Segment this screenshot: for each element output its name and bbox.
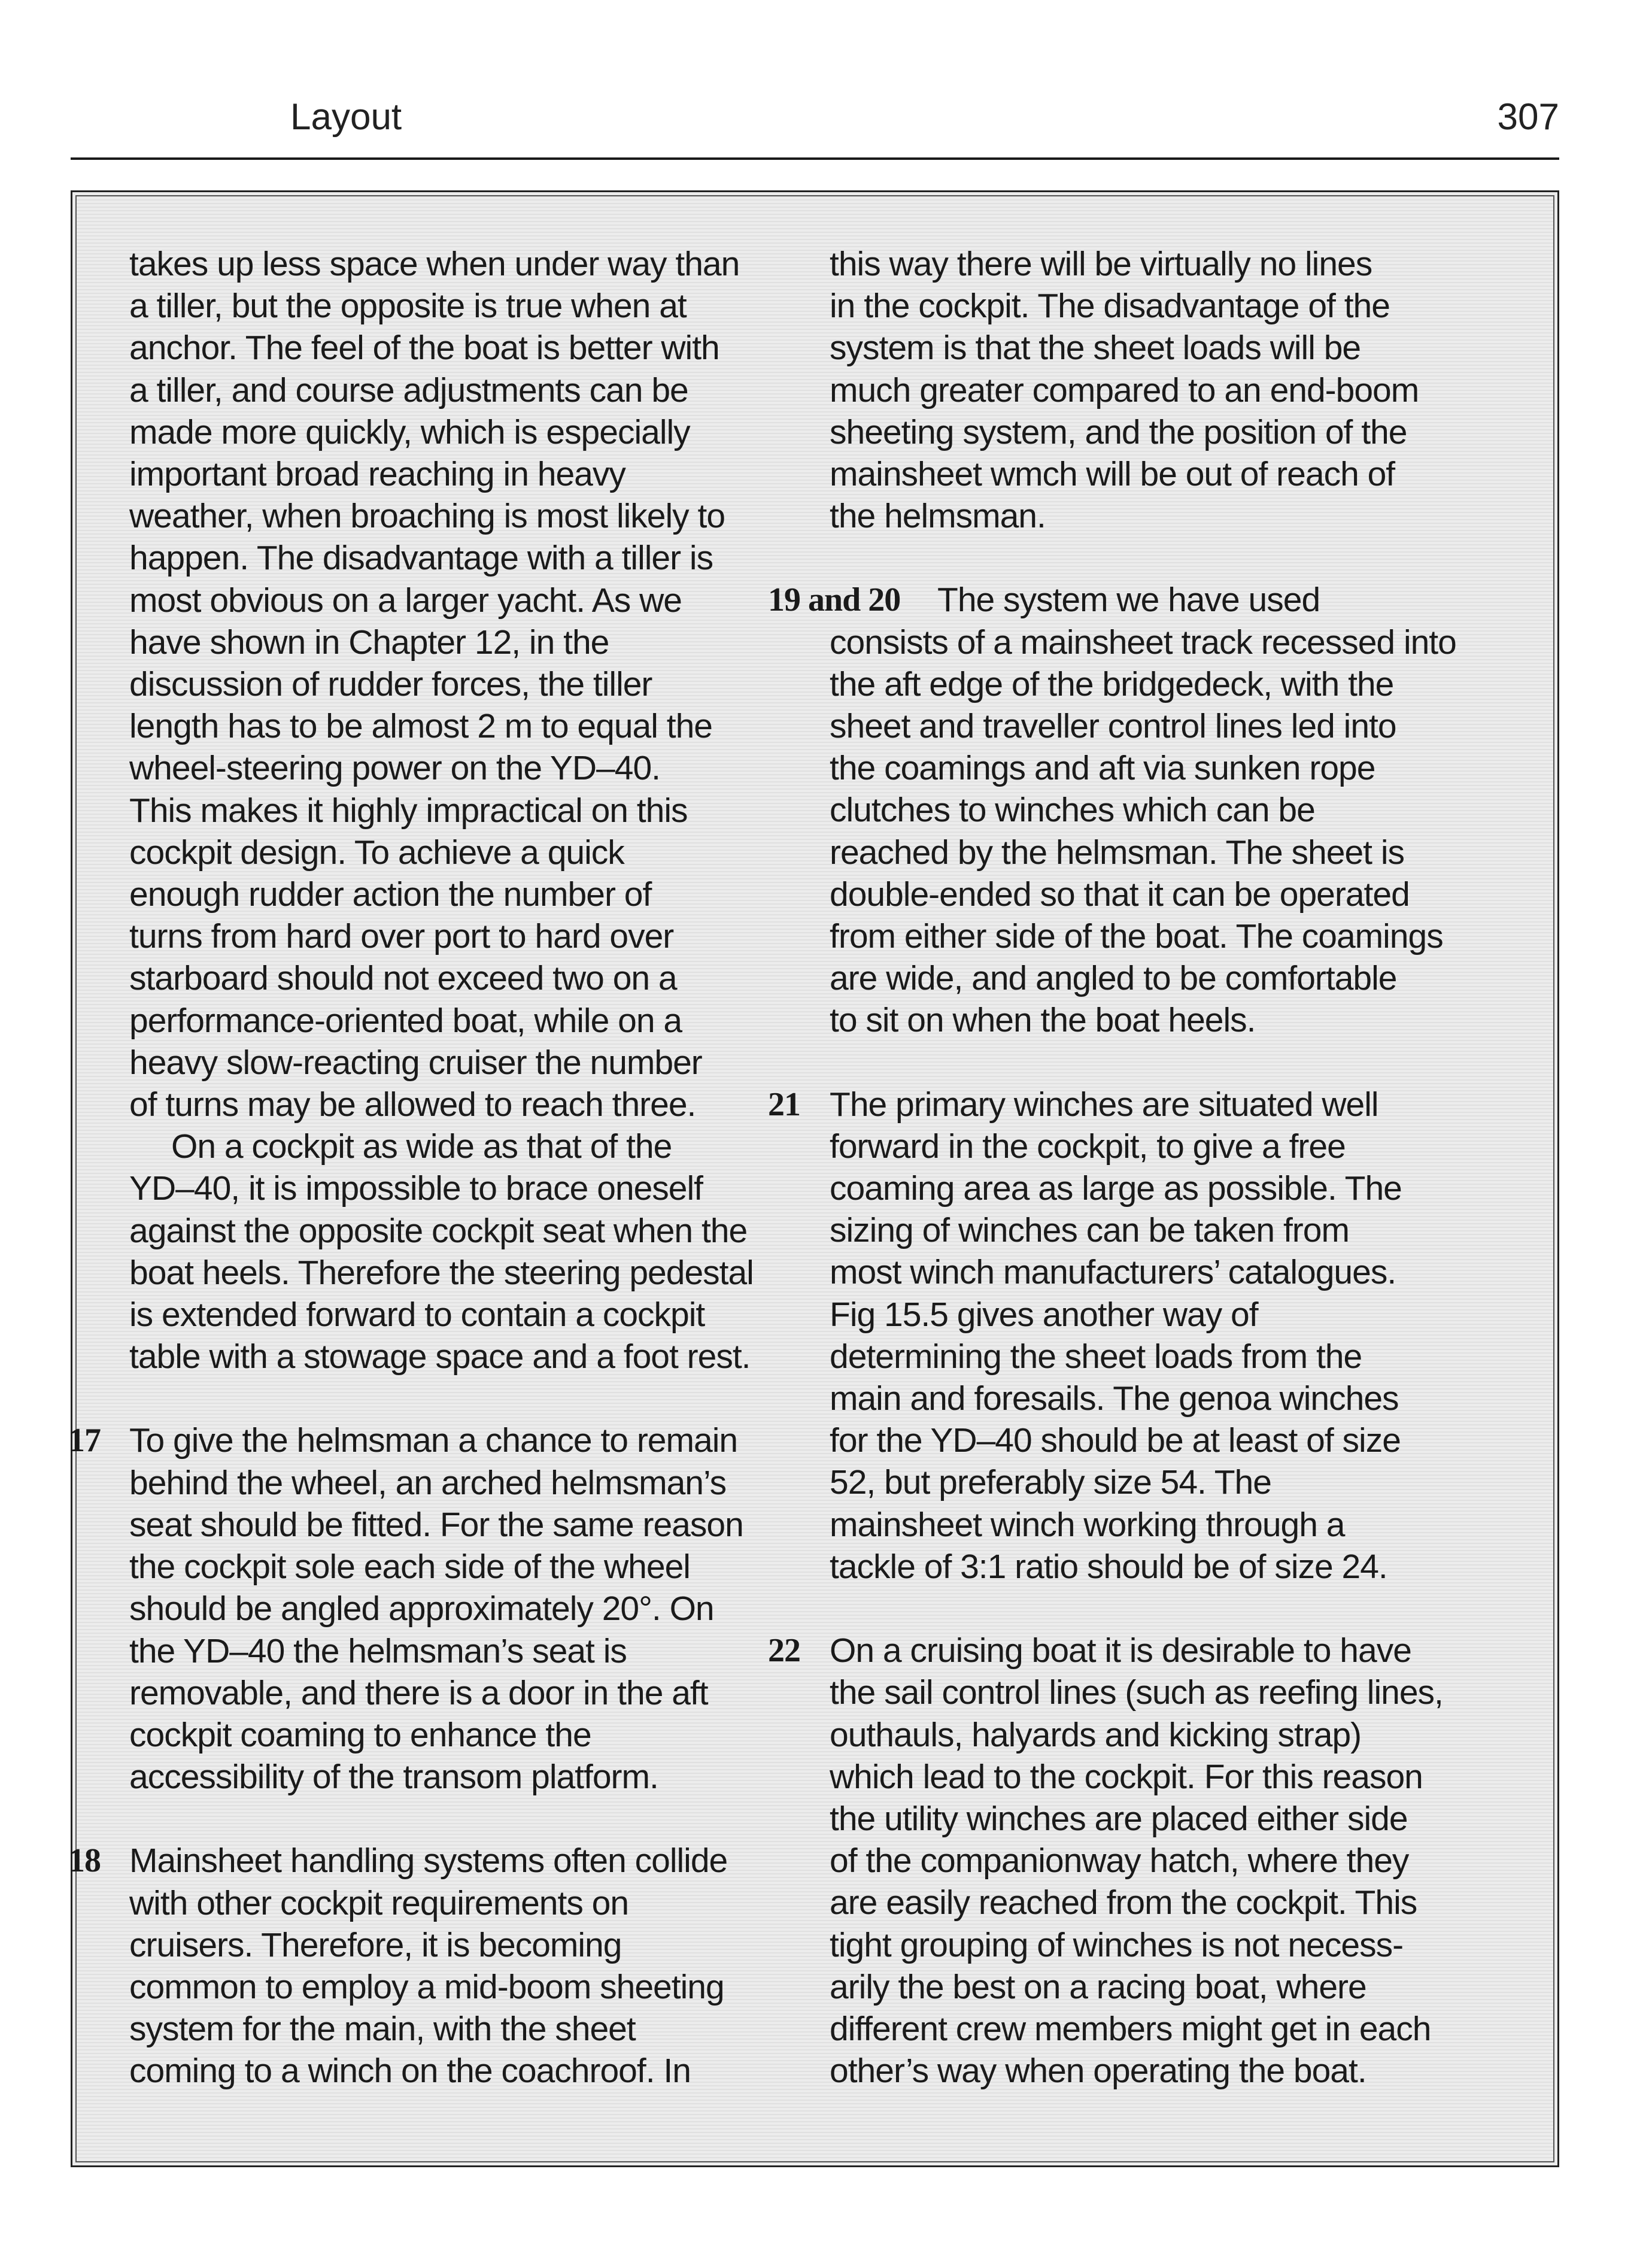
text-line: other’s way when operating the boat. — [830, 2052, 1366, 2091]
paragraph-gap — [830, 1042, 1566, 1084]
text-line: mainsheet winch working through a — [830, 1505, 1345, 1544]
text-line: tackle of 3:1 ratio should be of size 24. — [830, 1547, 1387, 1586]
text-line: a tiller, but the opposite is true when at — [129, 287, 687, 326]
item-number: 18 — [68, 1842, 101, 1880]
text-line: the aft edge of the bridgedeck, with the — [830, 665, 1394, 703]
text-line: behind the wheel, an arched helmsman’s — [129, 1463, 727, 1502]
text-line: The system we have used — [937, 581, 1320, 620]
text-line: which lead to the cockpit. For this reason — [830, 1757, 1423, 1796]
text-line: coming to a winch on the coachroof. In — [129, 2052, 691, 2091]
text-line: This makes it highly impractical on this — [129, 791, 688, 830]
text-line: wheel-steering power on the YD–40. — [129, 749, 661, 788]
numbered-item-17 — [68, 1419, 866, 1798]
numbered-item-21 — [768, 1084, 1566, 1588]
header-rule — [71, 157, 1559, 160]
text-line: To give the helmsman a chance to remain — [129, 1421, 738, 1460]
text-line: for the YD–40 should be at least of size — [830, 1421, 1401, 1460]
text-line: discussion of rudder forces, the tiller — [129, 665, 652, 704]
text-line: is extended forward to contain a cockpit — [129, 1296, 705, 1334]
text-line: the helmsman. — [830, 497, 1046, 536]
text-line: the YD–40 the helmsman’s seat is — [129, 1631, 627, 1670]
text-line: happen. The disadvantage with a tiller is — [129, 539, 713, 578]
text-line: common to employ a mid-boom sheeting — [129, 1967, 724, 2006]
text-line: coaming area as large as possible. The — [830, 1169, 1402, 1208]
page-number: 307 — [1497, 96, 1559, 138]
text-line: have shown in Chapter 12, in the — [129, 623, 609, 662]
text-line: sheeting system, and the position of the — [830, 412, 1407, 451]
numbered-item-22 — [768, 1630, 1566, 2092]
text-line: from either side of the boat. The coamings — [830, 917, 1443, 956]
paragraph-gap — [129, 1798, 866, 1840]
text-line: system is that the sheet loads will be — [830, 329, 1361, 368]
text-line: determining the sheet loads from the — [830, 1337, 1362, 1376]
text-line: to sit on when the boat heels. — [830, 1001, 1256, 1040]
item-number: 22 — [768, 1632, 800, 1670]
text-line: with other cockpit requirements on — [129, 1883, 629, 1922]
text-line: clutches to winches which can be — [830, 791, 1315, 830]
text-line: 52, but preferably size 54. The — [830, 1463, 1271, 1502]
text-line: much greater compared to an end-boom — [830, 371, 1419, 409]
text-line: should be angled approximately 20°. On — [129, 1589, 714, 1628]
text-line: On a cockpit as wide as that of the — [171, 1127, 672, 1166]
paragraph-indented — [129, 1126, 866, 1378]
text-line: boat heels. Therefore the steering pedestal — [129, 1253, 754, 1292]
text-line: seat should be fitted. For the same reason — [129, 1505, 743, 1544]
text-line: starboard should not exceed two on a — [129, 959, 677, 998]
text-line: tight grouping of winches is not necess- — [830, 1925, 1404, 1964]
paragraph-gap — [129, 1378, 866, 1419]
text-line: outhauls, halyards and kicking strap) — [830, 1715, 1362, 1754]
text-line: system for the main, with the sheet — [129, 2010, 636, 2049]
paragraph-continued — [129, 243, 866, 1126]
numbered-item-18 — [68, 1840, 866, 2092]
text-line: sizing of winches can be taken from — [830, 1211, 1349, 1250]
text-line: arily the best on a racing boat, where — [830, 1967, 1366, 2006]
text-line: most winch manufacturers’ catalogues. — [830, 1253, 1396, 1292]
text-line: are wide, and angled to be comfortable — [830, 959, 1397, 998]
numbered-item-19-20 — [768, 579, 1566, 1041]
text-line: forward in the cockpit, to give a free — [830, 1127, 1346, 1166]
text-line: of turns may be allowed to reach three. — [129, 1085, 696, 1124]
text-line: mainsheet wmch will be out of reach of — [830, 455, 1395, 494]
paragraph-continued — [830, 243, 1566, 537]
paragraph-gap — [830, 537, 1566, 579]
text-line: cockpit coaming to enhance the — [129, 1715, 591, 1754]
text-line: made more quickly, which is especially — [129, 412, 690, 451]
left-column — [68, 243, 866, 2092]
text-line: are easily reached from the cockpit. This — [830, 1883, 1417, 1922]
text-line: accessibility of the transom platform. — [129, 1758, 658, 1797]
text-line: YD–40, it is impossible to brace oneself — [129, 1169, 703, 1208]
text-line: reached by the helmsman. The sheet is — [830, 833, 1404, 872]
text-line: weather, when broaching is most likely to — [129, 497, 725, 536]
text-line: this way there will be virtually no lines — [830, 245, 1372, 283]
text-line: a tiller, and course adjustments can be — [129, 371, 688, 409]
text-line: main and foresails. The genoa winches — [830, 1379, 1399, 1418]
text-line: takes up less space when under way than — [129, 245, 740, 283]
text-line: sheet and traveller control lines led into — [830, 707, 1396, 746]
text-line: against the opposite cockpit seat when the — [129, 1211, 748, 1250]
text-line: Mainsheet handling systems often collide — [129, 1842, 728, 1880]
text-line: removable, and there is a door in the aft — [129, 1673, 708, 1712]
text-line: Fig 15.5 gives another way of — [830, 1295, 1258, 1334]
text-line: different crew members might get in each — [830, 2009, 1431, 2048]
item-number: 17 — [68, 1422, 101, 1460]
text-line: anchor. The feel of the boat is better with — [129, 329, 719, 368]
text-line: enough rudder action the number of — [129, 875, 652, 914]
text-line: table with a stowage space and a foot rest. — [129, 1337, 751, 1376]
right-column — [768, 243, 1566, 2092]
running-head-title: Layout — [290, 96, 402, 138]
text-line: most obvious on a larger yacht. As we — [129, 581, 682, 620]
text-line: the utility winches are placed either side — [830, 1799, 1408, 1838]
text-line: cockpit design. To achieve a quick — [129, 833, 624, 872]
text-line: On a cruising boat it is desirable to have — [830, 1631, 1411, 1670]
text-line: cruisers. Therefore, it is becoming — [129, 1925, 622, 1964]
text-line: in the cockpit. The disadvantage of the — [830, 287, 1390, 326]
text-line: heavy slow-reacting cruiser the number — [129, 1043, 702, 1082]
text-line: of the companionway hatch, where they — [830, 1842, 1409, 1880]
text-line: the cockpit sole each side of the wheel — [129, 1548, 690, 1586]
text-line: turns from hard over port to hard over — [129, 917, 674, 956]
text-line: the coamings and aft via sunken rope — [830, 749, 1375, 788]
item-number: 19 and 20 — [768, 581, 901, 619]
text-line: length has to be almost 2 m to equal the — [129, 707, 712, 746]
text-panel — [68, 190, 1559, 2167]
text-line: the sail control lines (such as reefing lines, — [830, 1673, 1443, 1712]
text-line: performance-oriented boat, while on a — [129, 1001, 682, 1040]
text-line: consists of a mainsheet track recessed into — [830, 623, 1456, 662]
item-number: 21 — [768, 1085, 800, 1123]
text-line: important broad reaching in heavy — [129, 455, 625, 494]
text-line: The primary winches are situated well — [830, 1085, 1378, 1124]
paragraph-gap — [830, 1588, 1566, 1630]
text-line: double-ended so that it can be operated — [830, 875, 1410, 914]
